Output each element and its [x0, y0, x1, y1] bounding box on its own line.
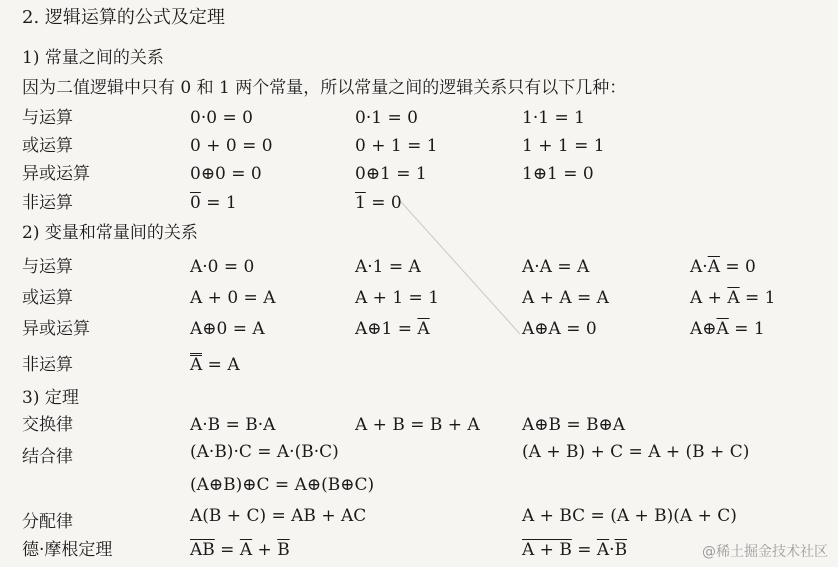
s2-formula-double-not — [190, 353, 240, 377]
formula-post: = A — [202, 355, 240, 375]
formula-rest: = 0 — [365, 193, 402, 213]
s1-formula: 1 + 1 = 1 — [522, 136, 605, 156]
s1-formula-not — [190, 191, 237, 215]
watermark: @稀土掘金技术社区 — [702, 544, 828, 560]
s1-formula: 0⊕0 = 0 — [190, 164, 262, 184]
s2-row-label: 异或运算 — [22, 319, 90, 339]
formula-pre: A· — [690, 257, 708, 277]
overbar-term: $\overline{B}$ — [614, 540, 628, 560]
s3-row-label: 德·摩根定理 — [22, 540, 113, 560]
s2-formula: A + 1 = 1 — [355, 288, 440, 308]
s1-formula: 0·0 = 0 — [190, 108, 253, 128]
subsection-2-title: 2) 变量和常量间的关系 — [22, 223, 198, 243]
s2-formula: A·0 = 0 — [190, 257, 255, 277]
s2-formula — [690, 255, 756, 279]
s1-formula: 0 + 1 = 1 — [355, 136, 438, 156]
s3-formula: A⊕B = B⊕A — [522, 415, 626, 435]
s2-formula: A + 0 = A — [190, 288, 276, 308]
s1-formula-not — [355, 191, 402, 215]
de-morgan-formula-2 — [522, 538, 627, 562]
s1-formula: 1·1 = 1 — [522, 108, 585, 128]
s1-row-label: 非运算 — [22, 193, 73, 213]
subsection-1-intro: 因为二值逻辑中只有 0 和 1 两个常量，所以常量之间的逻辑关系只有以下几种： — [22, 78, 627, 98]
overbar-term: $\overline{A}$ — [716, 319, 729, 339]
s1-row-label: 与运算 — [22, 108, 73, 128]
overbar-term: A + B — [522, 540, 572, 560]
formula-pre: A + — [690, 288, 728, 308]
formula-eq: = — [571, 540, 597, 560]
formula-op: + — [252, 540, 278, 560]
s2-row-label: 或运算 — [22, 288, 73, 308]
formula-op: · — [609, 540, 615, 560]
s3-row-label: 结合律 — [22, 447, 73, 467]
formula-post: = 1 — [739, 288, 776, 308]
s2-formula — [690, 317, 765, 341]
s3-formula: (A⊕B)⊕C = A⊕(B⊕C) — [190, 475, 375, 495]
overbar-term: $\overline{A}$ — [239, 540, 253, 560]
s3-formula: A + BC = (A + B)(A + C) — [522, 506, 737, 526]
s2-formula: A + A = A — [522, 288, 609, 308]
section-heading: 2. 逻辑运算的公式及定理 — [22, 7, 225, 28]
s2-formula — [355, 317, 430, 341]
s3-formula: (A + B) + C = A + (B + C) — [522, 442, 750, 462]
formula-eq: = — [214, 540, 240, 560]
overbar-term: 0 — [190, 193, 201, 213]
s1-formula: 0·1 = 0 — [355, 108, 418, 128]
s3-formula: A + B = B + A — [355, 415, 480, 435]
s3-formula: A·B = B·A — [190, 415, 276, 435]
s2-row-label: 非运算 — [22, 355, 73, 375]
s3-row-label: 分配律 — [22, 512, 73, 532]
s2-formula: A⊕0 = A — [190, 319, 265, 339]
s1-formula: 0 + 0 = 0 — [190, 136, 273, 156]
formula-pre: A⊕ — [690, 319, 717, 339]
overbar-term: $\overline{B}$ — [277, 540, 290, 560]
s1-row-label: 或运算 — [22, 136, 73, 156]
s3-row-label: 交换律 — [22, 415, 73, 435]
s1-formula: 0⊕1 = 1 — [355, 164, 427, 184]
formula-pre: A⊕1 = — [355, 319, 418, 339]
s2-formula — [690, 286, 776, 310]
s2-formula: A·1 = A — [355, 257, 421, 277]
subsection-1-title: 1) 常量之间的关系 — [22, 48, 164, 68]
overbar-term: $\overline{A}$ — [417, 319, 430, 339]
subsection-3-title: 3) 定理 — [22, 388, 79, 408]
s1-row-label: 异或运算 — [22, 164, 90, 184]
double-overbar-term: A — [190, 355, 203, 375]
overbar-term: 1 — [355, 193, 366, 213]
overbar-term: $\overline{A}$ — [727, 288, 740, 308]
s2-formula: A·A = A — [522, 257, 590, 277]
s2-row-label: 与运算 — [22, 257, 73, 277]
overbar-term: $\overline{A}$ — [707, 257, 720, 277]
bleed-through-text — [520, 48, 524, 63]
formula-rest: = 1 — [200, 193, 237, 213]
overbar-term: $\overline{AB}$ — [190, 540, 215, 560]
s2-formula: A⊕A = 0 — [522, 319, 597, 339]
s3-formula: (A·B)·C = A·(B·C) — [190, 442, 339, 462]
s1-formula: 1⊕1 = 0 — [522, 164, 594, 184]
s3-formula: A(B + C) = AB + AC — [190, 506, 367, 526]
overbar-term: $\overline{A}$ — [596, 540, 610, 560]
formula-post: = 1 — [728, 319, 765, 339]
de-morgan-formula-1 — [190, 538, 290, 562]
formula-post: = 0 — [719, 257, 756, 277]
